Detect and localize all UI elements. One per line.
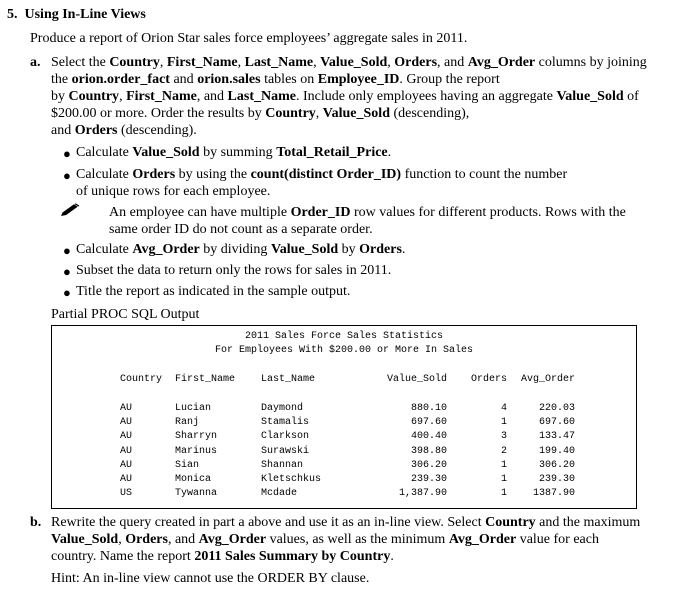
cell-orders: 1 <box>500 488 507 500</box>
part-b-line-3: country. Name the report 2011 Sales Summary by Country. <box>51 549 394 564</box>
cell-last-name: Clarkson <box>261 431 310 443</box>
cell-value-sold: 400.40 <box>410 431 447 443</box>
cell-orders: 1 <box>500 459 507 471</box>
cell-first-name: Tywanna <box>175 488 218 500</box>
cell-first-name: Sharryn <box>175 431 218 443</box>
cell-avg-order: 1387.90 <box>532 488 575 500</box>
cell-last-name: Kletschkus <box>261 474 322 485</box>
bullet-icon: ● <box>63 168 71 183</box>
col-header-avg-order: Avg_Order <box>520 374 575 385</box>
exercise-title: Using In-Line Views <box>24 7 146 22</box>
exercise-heading <box>7 6 146 23</box>
part-a-line-1: Select the Country, First_Name, Last_Name, Value_Sold, Orders, and Avg_Order columns by joining <box>51 55 647 70</box>
part-b-line-1: Rewrite the query created in part a above and use it as an in-line view. Select Country and the maximum <box>51 515 641 530</box>
col-header-orders: Orders <box>470 374 507 385</box>
cell-country: AU <box>120 403 133 414</box>
cell-avg-order: 220.03 <box>538 403 575 414</box>
bullet-avg-order: Calculate Avg_Order by dividing Value_Sold by Orders. <box>76 242 406 257</box>
report-title-2: For Employees With $200.00 or More In Sales <box>214 345 474 356</box>
hint-text: Hint: An in-line view cannot use the ORDER BY clause. <box>51 571 370 586</box>
cell-orders: 2 <box>500 445 507 457</box>
bullet-value-sold: Calculate Value_Sold by summing Total_Retail_Price. <box>76 145 392 160</box>
note-line-1: An employee can have multiple Order_ID row values for different products. Rows with the <box>109 205 626 220</box>
note-line-2: same order ID do not count as a separate order. <box>109 222 373 237</box>
cell-last-name: Mcdade <box>261 488 298 500</box>
bullet-title: Title the report as indicated in the sample output. <box>76 284 351 299</box>
cell-orders: 3 <box>500 431 507 443</box>
cell-first-name: Lucian <box>175 403 212 414</box>
cell-orders: 1 <box>500 474 507 485</box>
part-a-label: a. <box>30 55 41 70</box>
part-a-line-5: and Orders (descending). <box>51 123 197 138</box>
cell-avg-order: 133.47 <box>538 431 575 443</box>
col-header-first-name: First_Name <box>175 374 236 385</box>
cell-last-name: Daymond <box>261 403 304 414</box>
cell-first-name: Marinus <box>175 445 218 457</box>
cell-country: AU <box>120 431 133 443</box>
cell-avg-order: 239.30 <box>538 474 575 485</box>
bullet-icon: ● <box>63 264 71 279</box>
report-title-1: 2011 Sales Force Sales Statistics <box>244 331 444 342</box>
cell-country: AU <box>120 459 133 471</box>
cell-value-sold: 1,387.90 <box>398 488 447 500</box>
col-header-value-sold: Value_Sold <box>386 374 447 385</box>
col-header-country: Country <box>120 374 163 385</box>
intro-text: Produce a report of Orion Star sales force employees’ aggregate sales in 2011. <box>30 31 468 46</box>
cell-orders: 4 <box>500 403 507 414</box>
cell-avg-order: 697.60 <box>538 417 575 429</box>
bullet-orders-continuation: of unique rows for each employee. <box>76 184 271 199</box>
cell-last-name: Shannan <box>261 459 304 471</box>
cell-country: US <box>120 488 133 500</box>
exercise-number: 5. <box>7 7 18 22</box>
part-b-label: b. <box>30 515 42 530</box>
cell-value-sold: 306.20 <box>410 459 447 471</box>
part-a-line-4: $200.00 or more. Order the results by Country, Value_Sold (descending), <box>51 106 470 121</box>
cell-avg-order: 199.40 <box>538 445 575 457</box>
cell-value-sold: 239.30 <box>410 474 447 485</box>
cell-country: AU <box>120 474 133 485</box>
part-a-line-3: by Country, First_Name, and Last_Name. Include only employees having an aggregate Value_Sold of <box>51 89 639 104</box>
cell-country: AU <box>120 417 133 429</box>
cell-country: AU <box>120 445 133 457</box>
output-label: Partial PROC SQL Output <box>51 307 200 322</box>
cell-last-name: Surawski <box>261 445 310 457</box>
cell-value-sold: 398.80 <box>410 445 447 457</box>
cell-first-name: Monica <box>175 474 212 485</box>
bullet-subset: Subset the data to return only the rows for sales in 2011. <box>76 263 392 278</box>
cell-first-name: Sian <box>175 459 200 471</box>
bullet-orders: Calculate Orders by using the count(distinct Order_ID) function to count the number <box>76 167 568 182</box>
cell-value-sold: 697.60 <box>410 417 447 429</box>
pencil-icon <box>60 203 80 217</box>
bullet-icon: ● <box>63 146 71 161</box>
cell-value-sold: 880.10 <box>410 403 447 414</box>
part-b-line-2: Value_Sold, Orders, and Avg_Order values, as well as the minimum Avg_Order value for each <box>51 532 599 547</box>
part-a-line-2: the orion.order_fact and orion.sales tables on Employee_ID. Group the report <box>51 72 500 87</box>
cell-first-name: Ranj <box>175 417 200 429</box>
col-header-last-name: Last_Name <box>261 374 316 385</box>
cell-last-name: Stamalis <box>261 417 310 429</box>
cell-avg-order: 306.20 <box>538 459 575 471</box>
sql-output-box <box>51 325 637 509</box>
cell-orders: 1 <box>500 417 507 429</box>
bullet-icon: ● <box>63 243 71 258</box>
bullet-icon: ● <box>63 285 71 300</box>
